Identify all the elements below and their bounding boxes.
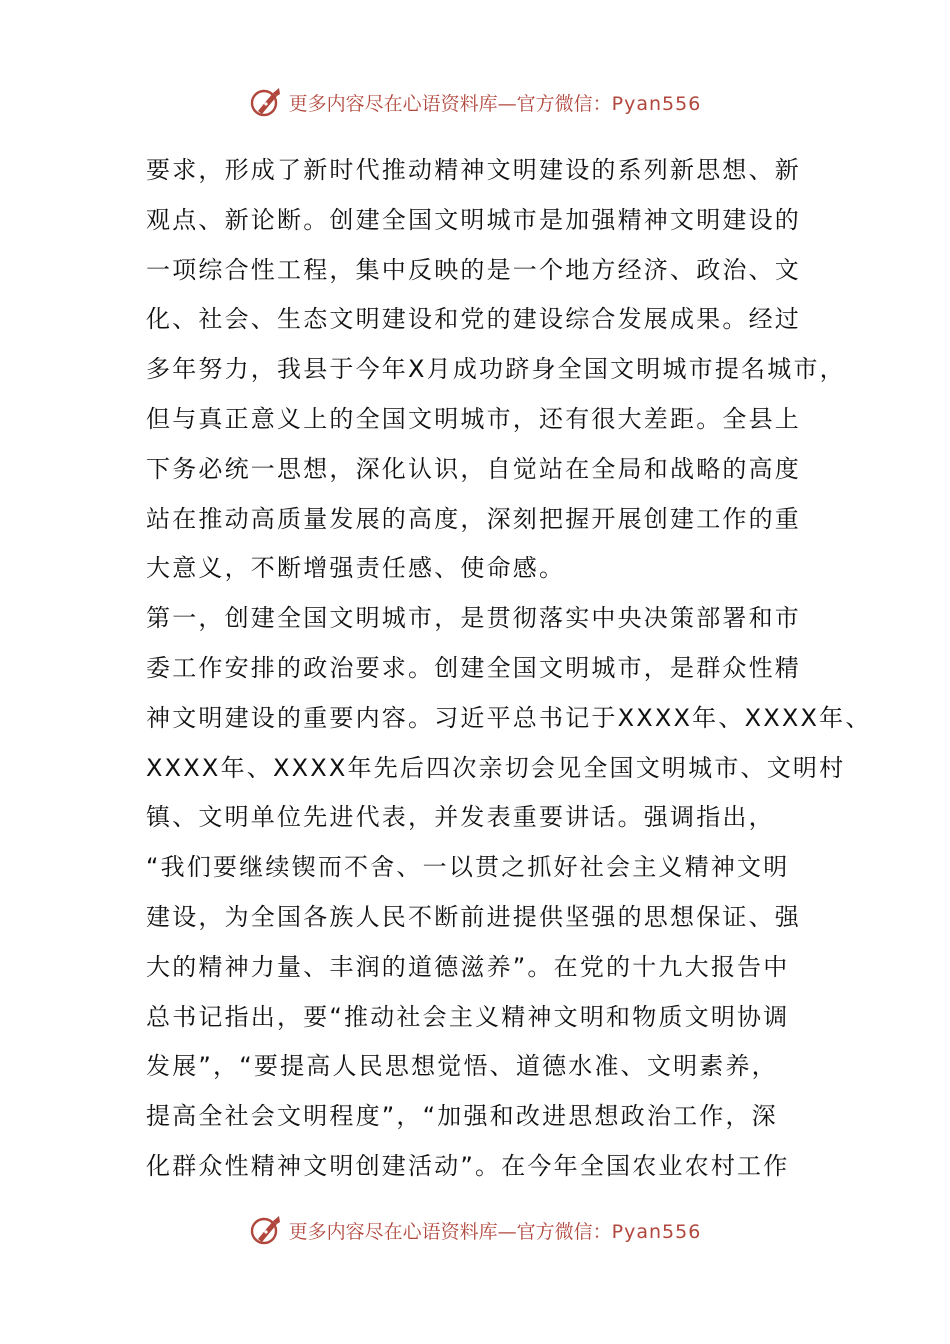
- wechat-id: Pyan556: [611, 92, 702, 115]
- text-line: 下务必统一思想，深化认识，自觉站在全局和战略的高度: [146, 454, 801, 483]
- watermark-label: 更多内容尽在心语资料库—官方微信：: [288, 1220, 612, 1243]
- watermark-text: [289, 89, 702, 116]
- pen-nib-circle-icon: [249, 85, 283, 119]
- text-line: 化群众性精神文明创建活动”。在今年全国农业农村工作: [146, 1151, 790, 1180]
- text-line: XXXX年、XXXX年先后四次亲切会见全国文明城市、文明村: [146, 753, 846, 782]
- text-line: 大的精神力量、丰润的道德滋养”。在党的十九大报告中: [146, 952, 790, 981]
- text-line: 总书记指出，要“推动社会主义精神文明和物质文明协调: [146, 1002, 790, 1031]
- text-line: 一项综合性工程，集中反映的是一个地方经济、政治、文: [146, 255, 801, 284]
- text-line: 要求，形成了新时代推动精神文明建设的系列新思想、新: [146, 156, 801, 184]
- text-line: 发展”，“要提高人民思想觉悟、道德水准、文明素养，: [146, 1052, 778, 1081]
- text-line: 神文明建设的重要内容。习近平总书记于XXXX年、XXXX年、: [146, 703, 872, 732]
- text-line: 但与真正意义上的全国文明城市，还有很大差距。全县上: [146, 404, 801, 433]
- text-line: “我们要继续锲而不舍、一以贯之抓好社会主义精神文明: [146, 853, 790, 882]
- text-line: 镇、文明单位先进代表，并发表重要讲话。强调指出，: [146, 803, 775, 832]
- watermark-banner-bottom: [0, 1210, 950, 1250]
- text-line: 大意义，不断增强责任感、使命感。: [146, 554, 566, 583]
- text-line: 建设，为全国各族人民不断前进提供坚强的思想保证、强: [146, 902, 801, 931]
- text-line: 观点、新论断。创建全国文明城市是加强精神文明建设的: [146, 205, 801, 234]
- watermark-text: [289, 1217, 702, 1244]
- watermark-banner-top: [0, 82, 950, 122]
- pen-nib-circle-icon: [249, 1213, 283, 1247]
- text-line: 化、社会、生态文明建设和党的建设综合发展成果。经过: [146, 305, 801, 334]
- text-line: 站在推动高质量发展的高度，深刻把握开展创建工作的重: [146, 504, 801, 533]
- text-line: 多年努力，我县于今年X月成功跻身全国文明城市提名城市，: [146, 355, 846, 384]
- text-line: 委工作安排的政治要求。创建全国文明城市，是群众性精: [146, 653, 801, 682]
- text-line: 第一，创建全国文明城市，是贯彻落实中央决策部署和市: [146, 604, 801, 633]
- wechat-id: Pyan556: [611, 1220, 702, 1243]
- document-body: [146, 146, 872, 1192]
- watermark-label: 更多内容尽在心语资料库—官方微信：: [288, 92, 612, 115]
- text-line: 提高全社会文明程度”，“加强和改进思想政治工作，深: [146, 1102, 778, 1131]
